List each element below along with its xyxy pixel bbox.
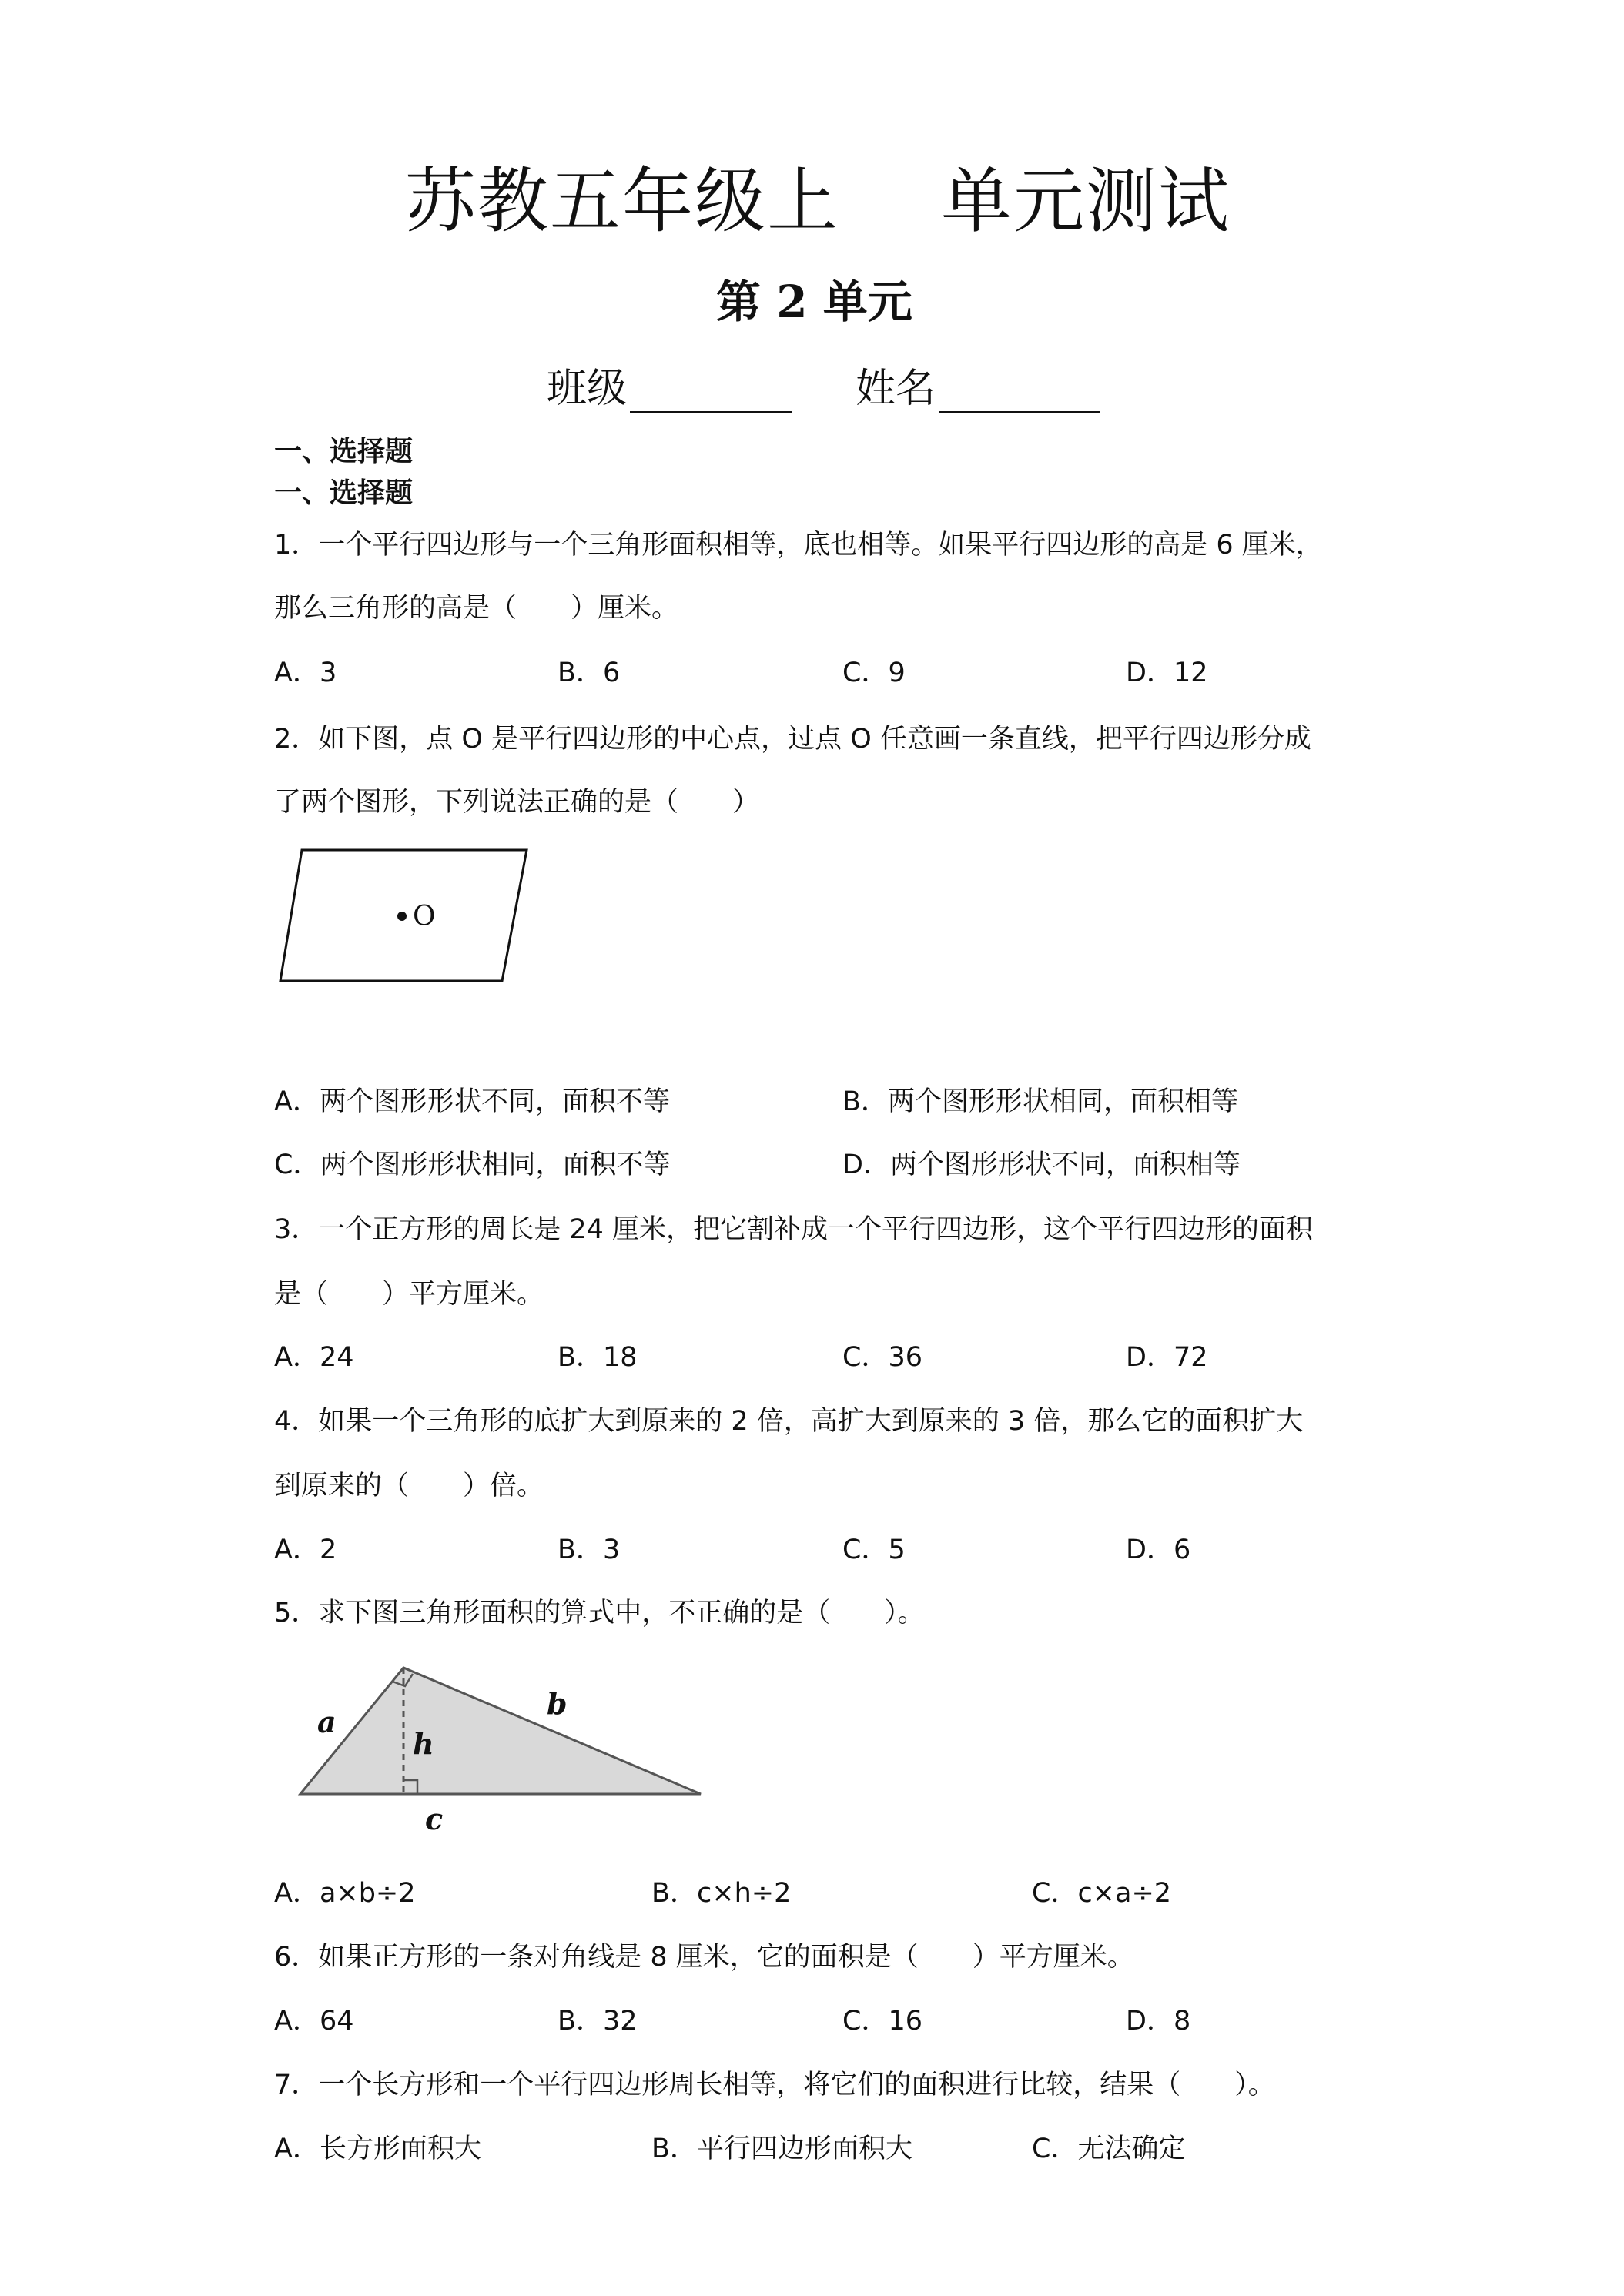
class-blank[interactable] bbox=[630, 371, 792, 413]
question-7-line-1: 7．一个长方形和一个平行四边形周长相等，将它们的面积进行比较，结果（ ）。 bbox=[274, 2070, 1275, 2100]
q2-option-a[interactable]: A．两个图形形状不同，面积不等 bbox=[274, 1086, 670, 1117]
q4-option-b[interactable]: B．3 bbox=[558, 1535, 621, 1565]
q1-option-a[interactable]: A．3 bbox=[274, 658, 337, 688]
question-1-line-1: 1．一个平行四边形与一个三角形面积相等，底也相等。如果平行四边形的高是 6 厘米， bbox=[274, 530, 1323, 561]
center-point-label: O bbox=[413, 901, 436, 932]
q5-option-a[interactable]: A．a×b÷2 bbox=[274, 1878, 416, 1909]
question-2-line-1: 2．如下图，点 O 是平行四边形的中心点，过点 O 任意画一条直线，把平行四边形分成 bbox=[274, 724, 1311, 755]
unit-subtitle: 第 2 单元 bbox=[716, 276, 912, 328]
question-2-line-2: 了两个图形，下列说法正确的是（ ） bbox=[274, 787, 760, 818]
q1-option-b[interactable]: B．6 bbox=[558, 658, 621, 688]
q1-option-c[interactable]: C．9 bbox=[842, 658, 906, 688]
page-title-right: 单元测试 bbox=[941, 160, 1231, 243]
q7-option-b[interactable]: B．平行四边形面积大 bbox=[651, 2134, 913, 2164]
question-3-line-2: 是（ ）平方厘米。 bbox=[274, 1279, 544, 1310]
q3-option-d[interactable]: D．72 bbox=[1126, 1342, 1208, 1373]
triangle-shape bbox=[300, 1668, 701, 1794]
q4-option-d[interactable]: D．6 bbox=[1126, 1535, 1191, 1565]
q6-option-a[interactable]: A．64 bbox=[274, 2006, 354, 2037]
right-triangle-figure bbox=[277, 1655, 716, 1840]
q6-option-b[interactable]: B．32 bbox=[558, 2006, 638, 2037]
q2-option-d[interactable]: D．两个图形形状不同，面积相等 bbox=[842, 1150, 1241, 1180]
question-4-line-1: 4．如果一个三角形的底扩大到原来的 2 倍，高扩大到原来的 3 倍，那么它的面积扩大 bbox=[274, 1406, 1304, 1437]
q3-option-b[interactable]: B．18 bbox=[558, 1342, 638, 1373]
q7-option-a[interactable]: A．长方形面积大 bbox=[274, 2134, 481, 2164]
q5-option-c[interactable]: C．c×a÷2 bbox=[1032, 1878, 1172, 1909]
question-6-line-1: 6．如果正方形的一条对角线是 8 厘米，它的面积是（ ）平方厘米。 bbox=[274, 1942, 1134, 1973]
question-5-line-1: 5．求下图三角形面积的算式中，不正确的是（ ）。 bbox=[274, 1598, 925, 1628]
question-4-line-2: 到原来的（ ）倍。 bbox=[274, 1471, 544, 1501]
q3-option-c[interactable]: C．36 bbox=[842, 1342, 922, 1373]
page-title-left: 苏教五年级上 bbox=[405, 160, 840, 243]
q3-option-a[interactable]: A．24 bbox=[274, 1342, 354, 1373]
class-label: 班级 bbox=[547, 366, 628, 412]
question-1-line-2: 那么三角形的高是（ ）厘米。 bbox=[274, 593, 679, 624]
q2-option-c[interactable]: C．两个图形形状相同，面积不等 bbox=[274, 1150, 671, 1180]
section-heading: 一、选择题 bbox=[274, 477, 414, 509]
class-name-line bbox=[547, 356, 1100, 413]
side-b-label: b bbox=[547, 1686, 568, 1721]
base-c-label: c bbox=[425, 1802, 444, 1836]
section-heading: 一、选择题 bbox=[274, 436, 414, 467]
q4-option-a[interactable]: A．2 bbox=[274, 1535, 337, 1565]
q7-option-c[interactable]: C．无法确定 bbox=[1032, 2134, 1186, 2164]
q2-option-b[interactable]: B．两个图形形状相同，面积相等 bbox=[842, 1086, 1239, 1117]
question-3-line-1: 3．一个正方形的周长是 24 厘米，把它割补成一个平行四边形，这个平行四边形的面积 bbox=[274, 1214, 1314, 1245]
q5-option-b[interactable]: B．c×h÷2 bbox=[651, 1878, 792, 1909]
name-blank[interactable] bbox=[939, 371, 1100, 413]
q6-option-c[interactable]: C．16 bbox=[842, 2006, 922, 2037]
center-point-o bbox=[397, 912, 407, 921]
q1-option-d[interactable]: D．12 bbox=[1126, 658, 1208, 688]
q6-option-d[interactable]: D．8 bbox=[1126, 2006, 1191, 2037]
parallelogram-figure bbox=[270, 839, 539, 993]
q4-option-c[interactable]: C．5 bbox=[842, 1535, 906, 1565]
height-h-label: h bbox=[413, 1726, 434, 1761]
side-a-label: a bbox=[317, 1705, 337, 1739]
name-label: 姓名 bbox=[856, 366, 936, 412]
